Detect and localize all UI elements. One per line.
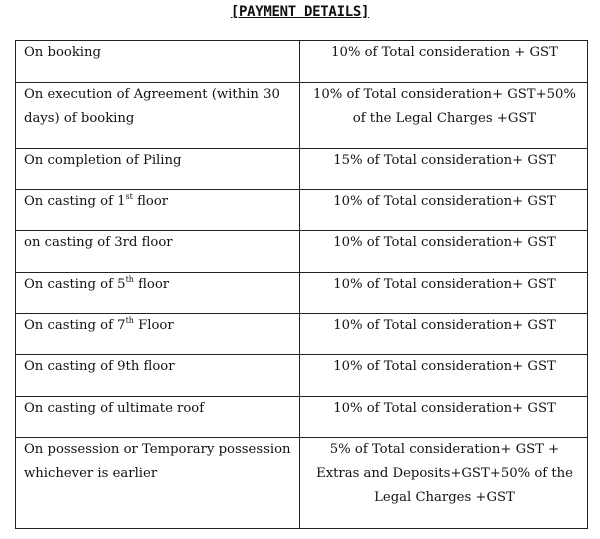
- amount-cell: 10% of Total consideration+ GST: [300, 314, 588, 355]
- amount-cell: 10% of Total consideration+ GST: [300, 355, 588, 397]
- stage-cell: On possession or Temporary possession whichever is earlier: [16, 438, 300, 529]
- amount-cell: 10% of Total consideration+ GST: [300, 190, 588, 231]
- stage-text: On casting of 5: [24, 277, 126, 292]
- amount-cell: 5% of Total consideration+ GST + Extras and Deposits+GST+50% of the Legal Charges +GST: [300, 438, 588, 529]
- amount-cell: 10% of Total consideration+ GST: [300, 231, 588, 273]
- stage-cell: [16, 190, 300, 231]
- amount-cell: 10% of Total consideration+ GST: [300, 273, 588, 314]
- table-row: [16, 355, 588, 397]
- table-row: [16, 438, 588, 529]
- table-row: [16, 149, 588, 190]
- payment-details-table: [15, 40, 588, 529]
- ordinal-suffix: th: [125, 316, 134, 325]
- amount-cell: 10% of Total consideration+ GST+50% of the Legal Charges +GST: [300, 83, 588, 149]
- table-row: [16, 231, 588, 273]
- stage-cell: on casting of 3rd floor: [16, 231, 300, 273]
- table-row: [16, 273, 588, 314]
- stage-text: floor: [133, 277, 170, 292]
- table-row: [16, 190, 588, 231]
- stage-cell: [16, 273, 300, 314]
- page-title: [PAYMENT DETAILS]: [230, 4, 370, 20]
- stage-text: floor: [132, 194, 169, 209]
- stage-cell: On execution of Agreement (within 30 days) of booking: [16, 83, 300, 149]
- amount-cell: 10% of Total consideration + GST: [300, 41, 588, 83]
- stage-text: On casting of 7: [24, 318, 126, 333]
- amount-cell: 10% of Total consideration+ GST: [300, 397, 588, 438]
- stage-cell: On casting of 9th floor: [16, 355, 300, 397]
- stage-cell: [16, 314, 300, 355]
- stage-text: On casting of 1: [24, 194, 126, 209]
- stage-text: Floor: [133, 318, 174, 333]
- stage-cell: On booking: [16, 41, 300, 83]
- stage-cell: On completion of Piling: [16, 149, 300, 190]
- table-row: [16, 397, 588, 438]
- amount-cell: 15% of Total consideration+ GST: [300, 149, 588, 190]
- table-row: [16, 41, 588, 83]
- ordinal-suffix: th: [125, 275, 134, 284]
- ordinal-suffix: st: [125, 192, 133, 201]
- stage-cell: On casting of ultimate roof: [16, 397, 300, 438]
- table-row: [16, 314, 588, 355]
- table-row: [16, 83, 588, 149]
